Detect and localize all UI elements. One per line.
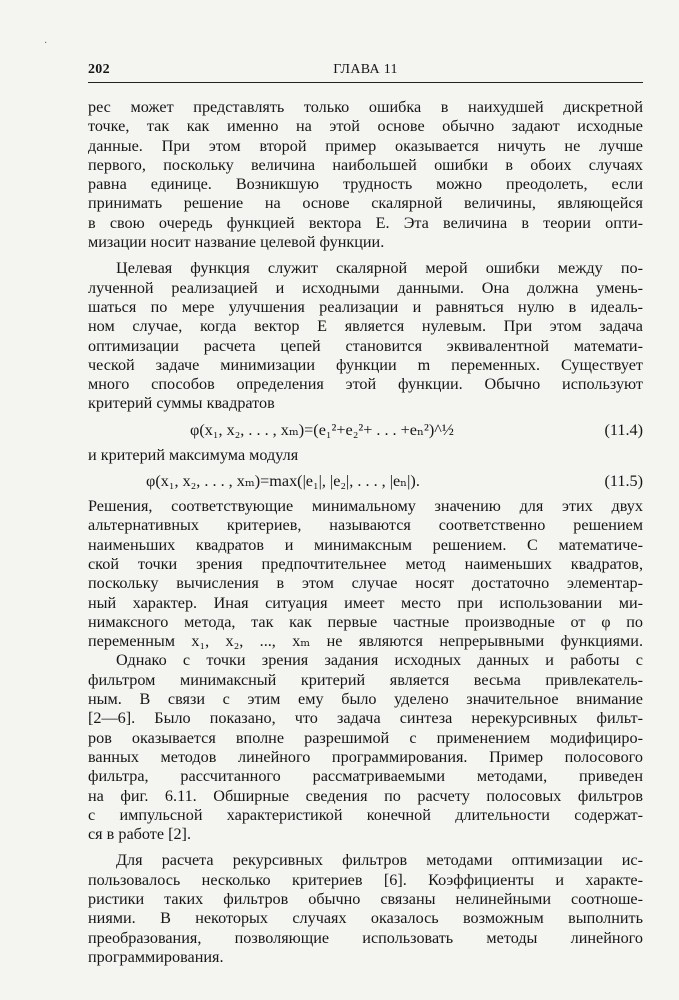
text-line: ческой задаче минимизации функции m переменных. Существует	[88, 355, 643, 374]
text-line: оптимизации расчета цепей становится эквивалентной математи-	[88, 336, 643, 355]
text-line: ным. В связи с этим ему было уделено значительное внимание	[88, 690, 643, 709]
text-line: фильтра, рассчитанного рассматриваемыми методами, приведен	[88, 767, 643, 786]
equation-number: (11.4)	[604, 420, 643, 439]
text-line: Однако с точки зрения задания исходных данных и работы с	[116, 651, 643, 670]
text-line: ристики таких фильтров обычно связаны нелинейными соотноше-	[88, 889, 643, 908]
equation-11-4	[88, 414, 643, 446]
paragraph	[88, 259, 643, 413]
text-line: наименьших квадратов и минимаксным решением. С математиче-	[88, 535, 643, 554]
text-line: переменным x₁, x₂, ..., xₘ не являются непрерывными функциями.	[88, 632, 643, 651]
header-rule	[88, 82, 643, 83]
equation-number: (11.5)	[604, 472, 643, 491]
text-body	[88, 98, 643, 967]
text-line: критерий суммы квадратов	[88, 394, 275, 413]
text-line: Целевая функция служит скалярной мерой ошибки между по-	[116, 259, 643, 278]
text-line: рес может представлять только ошибка в наихудшей дискретной	[88, 98, 643, 116]
text-line: Решения, соответствующие минимальному значению для этих двух	[88, 497, 643, 516]
text-line: ской точки зрения предпочтительнее метод наименьших квадратов,	[88, 554, 643, 573]
text-line: Для расчета рекурсивных фильтров методами оптимизации ис-	[116, 851, 643, 870]
text-line: ниями. В некоторых случаях оказалось возможным выполнить	[88, 909, 643, 928]
text-line: ном случае, когда вектор E является нулевым. При этом задача	[88, 317, 643, 336]
chapter-title: ГЛАВА 11	[333, 62, 398, 77]
page-number: 202	[88, 62, 110, 77]
text-line: ванных методов линейного программирования. Пример полосового	[88, 747, 643, 766]
text-line: в свою очередь функцией вектора E. Эта величина в теории опти-	[88, 213, 643, 232]
text-line: много способов определения этой функции. Обычно используют	[88, 375, 643, 394]
paragraph	[88, 98, 643, 252]
scan-speck: ·	[44, 38, 48, 49]
text-line: лученной реализацией и исходными данными. Она должна умень-	[88, 278, 643, 297]
text-line: альтернативных критериев, называются соответственно решением	[88, 516, 643, 535]
text-line: программирования.	[88, 947, 224, 966]
text-line: преобразования, позволяющие использовать методы линейного	[88, 928, 643, 947]
paragraph	[88, 446, 643, 465]
text-line: [2—6]. Было показано, что задача синтеза нерекурсивных фильт-	[88, 709, 643, 728]
text-line: ся в работе [2].	[88, 825, 191, 844]
equation-11-5	[88, 465, 643, 497]
text-line: фильтром минимаксный критерий является весьма привлекатель-	[88, 670, 643, 689]
running-header	[88, 62, 643, 84]
equation-expression: φ(x₁, x₂, . . . , xₘ)=(e₁²+e₂²+ . . . +eₙ²)^½	[190, 420, 454, 439]
text-line: с импульсной характеристикой конечной длительности содержат-	[88, 805, 643, 824]
text-line: равна единице. Возникшую трудность можно преодолеть, если	[88, 175, 643, 194]
paragraph	[88, 497, 643, 651]
text-line: на фиг. 6.11. Обширные сведения по расчету полосовых фильтров	[88, 786, 643, 805]
text-line: ный характер. Иная ситуация имеет место при использовании ми-	[88, 593, 643, 612]
paragraph	[88, 851, 643, 967]
equation-expression: φ(x₁, x₂, . . . , xₘ)=max(|e₁|, |e₂|, . . . , |eₙ|).	[146, 472, 420, 491]
text-line: мизации носит название целевой функции.	[88, 233, 385, 252]
text-line: и критерий максимума модуля	[88, 445, 299, 464]
text-line: пользовалось несколько критериев [6]. Коэффициенты и характе-	[88, 870, 643, 889]
text-line: данные. При этом второй пример оказывается ничуть не лучше	[88, 136, 643, 155]
text-line: ров оказывается вполне разрешимой с применением модифициро-	[88, 728, 643, 747]
text-line: принимать решение на основе скалярной величины, являющейся	[88, 194, 643, 213]
paragraph	[88, 651, 643, 844]
text-line: первого, поскольку величина наибольшей ошибки в обоих случаях	[88, 155, 643, 174]
text-line: нимаксного метода, так как первые частные производные от φ по	[88, 612, 643, 631]
text-line: точке, так как именно на этой основе обычно задают исходные	[88, 117, 643, 136]
text-line: шаться по мере улучшения реализации и равняться нулю в идеаль-	[88, 297, 643, 316]
text-line: поскольку вычисления в этом случае носят достаточно элементар-	[88, 574, 643, 593]
